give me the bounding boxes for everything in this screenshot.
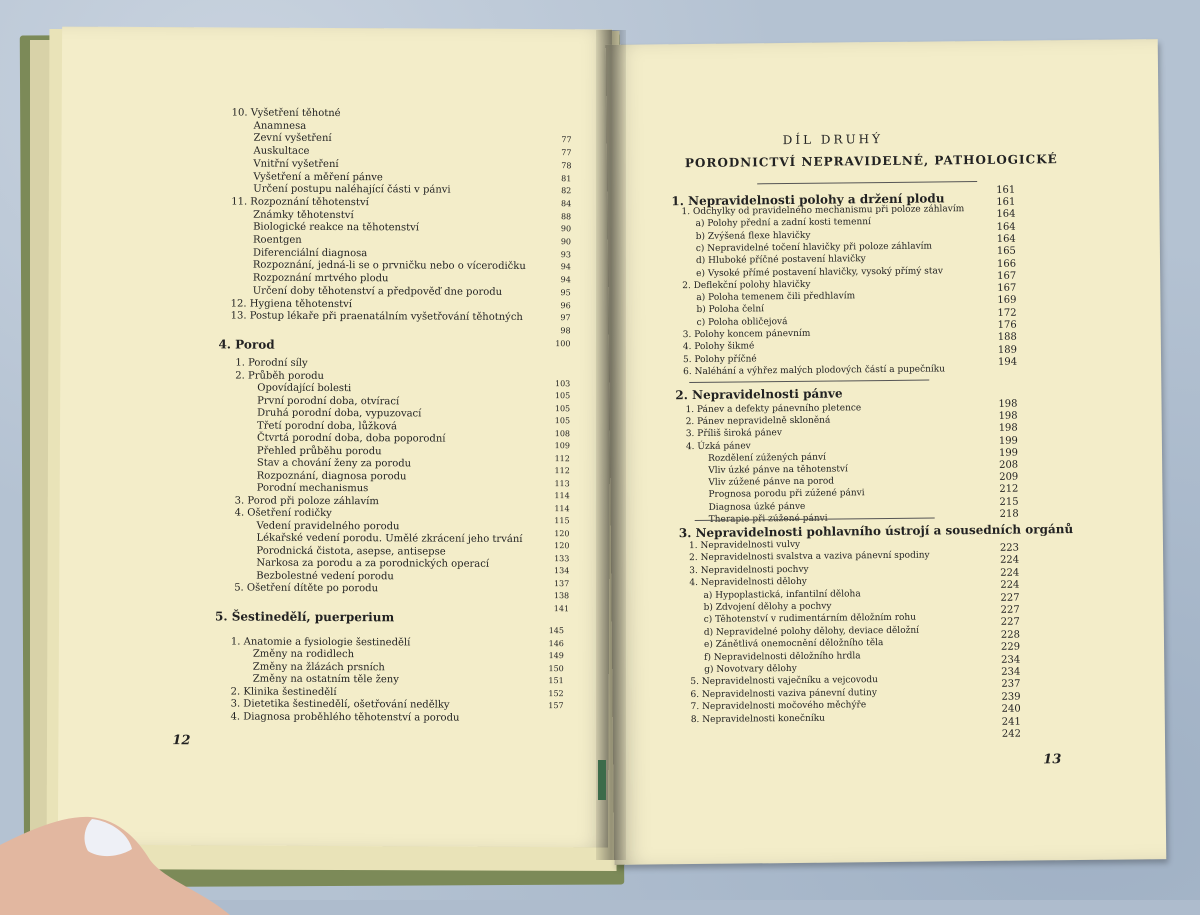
toc-page-number: 164 bbox=[996, 208, 1016, 221]
toc-entry: c) Těhotenství v rudimentárním děložním rohu bbox=[703, 613, 917, 626]
toc-entry: Diferenciální diagnosa bbox=[252, 247, 368, 259]
toc-entry: 1. Pánev a defekty pánevního pletence bbox=[685, 403, 862, 416]
toc-entry: f) Nepravidelnosti děložního hrdla bbox=[704, 650, 861, 663]
toc-entry: Rozpoznání mrtvého plodu bbox=[252, 272, 389, 285]
toc-entry: 5. Polohy příčné bbox=[682, 353, 757, 365]
toc-entry: Vyšetření a měření pánve bbox=[253, 171, 383, 183]
toc-page-number: 215 bbox=[999, 496, 1019, 508]
toc-entry: Diagnosa úzké pánve bbox=[708, 501, 806, 513]
toc-page-number: 224 bbox=[1000, 579, 1020, 591]
toc-entry: První porodní doba, otvírací bbox=[257, 395, 400, 407]
left-page bbox=[58, 27, 612, 848]
toc-entry: 3. Porod při poloze záhlavím bbox=[234, 494, 379, 507]
toc-page-number: 224 bbox=[1000, 567, 1020, 579]
toc-page-number: 161 bbox=[996, 196, 1016, 208]
toc-entry: a) Polohy přední a zadní kosti temenní bbox=[695, 217, 871, 230]
toc-entry: Prognosa porodu při zúžené pánvi bbox=[708, 488, 865, 501]
toc-page-number: 164 bbox=[996, 221, 1016, 233]
toc-page-number: 96 bbox=[560, 300, 571, 310]
toc-entry: Auskultace bbox=[253, 145, 310, 157]
toc-page-number: 208 bbox=[998, 459, 1019, 471]
toc-page-number: 112 bbox=[554, 453, 570, 463]
part-title: PORODNICTVÍ NEPRAVIDELNÉ, PATHOLOGICKÉ bbox=[684, 152, 1058, 171]
toc-page-number: 227 bbox=[1000, 592, 1020, 604]
toc-entry: 7. Nepravidelnosti močového měchýře bbox=[690, 700, 867, 713]
toc-page-number: 109 bbox=[554, 441, 570, 451]
toc-page-number: 234 bbox=[1001, 666, 1021, 678]
toc-entry: 3. Nepravidelnosti pochvy bbox=[689, 564, 809, 576]
toc-entry: 2. Pánev nepravidelně skloněná bbox=[685, 415, 831, 428]
toc-entry: c) Nepravidelné točení hlavičky při poloze záhlavím bbox=[695, 241, 933, 254]
toc-page-number: 78 bbox=[561, 160, 572, 171]
toc-entry: 4. Diagnosa proběhlého těhotenství a porodu bbox=[230, 710, 460, 724]
thumb bbox=[0, 805, 240, 915]
right-page bbox=[606, 39, 1167, 865]
toc-entry: 6. Naléhání a výhřez malých plodových částí a pupečníku bbox=[683, 364, 946, 378]
toc-entry: 4. Polohy šikmé bbox=[682, 341, 755, 353]
toc-page-number: 234 bbox=[1001, 654, 1021, 666]
toc-entry: 2. Průběh porodu bbox=[235, 369, 325, 382]
toc-page-number: 150 bbox=[548, 663, 564, 673]
toc-entry: Třetí porodní doba, lůžková bbox=[257, 420, 398, 432]
toc-page-number: 113 bbox=[554, 478, 570, 488]
toc-page-number: 157 bbox=[548, 701, 564, 711]
toc-page-number: 189 bbox=[997, 344, 1017, 356]
toc-page-number: 100 bbox=[555, 338, 571, 348]
toc-entry: 4. Ošetření rodičky bbox=[234, 507, 332, 519]
toc-page-number: 227 bbox=[1000, 604, 1020, 616]
toc-page-number: 176 bbox=[997, 319, 1017, 331]
toc-entry: Určení postupu naléhající části v pánvi bbox=[253, 183, 451, 196]
toc-entry: b) Zvýšená flexe hlavičky bbox=[695, 230, 811, 242]
toc-entry: Bezbolestné vedení porodu bbox=[256, 570, 394, 582]
toc-entry: a) Hypoplastická, infantilní děloha bbox=[703, 588, 861, 601]
toc-page-number: 209 bbox=[999, 471, 1019, 484]
section-heading: 4. Porod bbox=[218, 337, 275, 352]
toc-entry: Vedení pravidelného porodu bbox=[256, 520, 400, 532]
toc-entry: b) Poloha čelní bbox=[696, 304, 765, 316]
toc-entry: 1. Nepravidelnosti vulvy bbox=[688, 539, 801, 552]
toc-entry: 13. Postup lékaře při praenatálním vyšetřování těhotných bbox=[230, 310, 523, 324]
toc-page-number: 115 bbox=[554, 516, 570, 526]
toc-entry: Opovídající bolesti bbox=[257, 382, 352, 395]
toc-page-number: 108 bbox=[554, 428, 571, 438]
toc-page-number: 84 bbox=[561, 199, 572, 209]
toc-page-number: 218 bbox=[999, 508, 1019, 520]
toc-page-number: 188 bbox=[997, 331, 1017, 344]
toc-entry: Změny na ostatním těle ženy bbox=[252, 673, 399, 686]
toc-entry: 11. Rozpoznání těhotenství bbox=[231, 196, 369, 209]
toc-page-number: 151 bbox=[548, 676, 564, 686]
toc-page-number: 94 bbox=[560, 262, 571, 272]
toc-entry: d) Hluboké příčné postavení hlavičky bbox=[695, 254, 866, 267]
toc-entry: 1. Odchylky od pravidelného mechanismu při poloze záhlavím bbox=[681, 204, 965, 218]
toc-page-number: 224 bbox=[999, 555, 1020, 567]
toc-entry: Druhá porodní doba, vypuzovací bbox=[257, 407, 422, 420]
toc-entry: 4. Úzká pánev bbox=[685, 441, 751, 452]
toc-page-number: 114 bbox=[554, 491, 570, 501]
toc-page-number: 165 bbox=[996, 245, 1016, 258]
toc-entry: Biologické reakce na těhotenství bbox=[253, 221, 420, 234]
toc-page-number: 241 bbox=[1001, 716, 1021, 728]
toc-page-number: 114 bbox=[554, 503, 570, 513]
toc-page-number: 137 bbox=[553, 578, 570, 588]
toc-page-number: 88 bbox=[560, 211, 572, 221]
toc-page-number: 172 bbox=[997, 307, 1017, 319]
page-number: 13 bbox=[1043, 752, 1062, 768]
toc-page-number: 141 bbox=[553, 603, 570, 613]
toc-page-number: 149 bbox=[548, 651, 564, 661]
toc-page-number: 240 bbox=[1001, 703, 1021, 715]
toc-entry: 1. Porodní síly bbox=[235, 357, 308, 369]
section-heading: 1. Nepravidelnosti polohy a držení plodu bbox=[671, 191, 945, 209]
toc-page-number: 120 bbox=[554, 541, 570, 551]
toc-page-number: 227 bbox=[1000, 616, 1020, 629]
toc-page-number: 198 bbox=[998, 398, 1018, 410]
toc-entry: 2. Deflekční polohy hlavičky bbox=[682, 279, 811, 291]
toc-entry: 3. Příliš široká pánev bbox=[685, 428, 783, 440]
toc-page-number: 77 bbox=[561, 148, 572, 158]
toc-page-number: 95 bbox=[560, 287, 571, 298]
toc-page-number: 228 bbox=[1000, 629, 1020, 641]
toc-page-number: 103 bbox=[554, 378, 571, 388]
toc-entry: 2. Nepravidelnosti svalstva a vaziva pánevní spodiny bbox=[689, 550, 930, 564]
toc-page-number: 138 bbox=[553, 591, 570, 601]
toc-page-number: 239 bbox=[1001, 691, 1021, 703]
toc-entry: Stav a chování ženy za porodu bbox=[256, 457, 412, 470]
section-heading: 3. Nepravidelnosti pohlavního ústrojí a sousedních orgánů bbox=[678, 522, 1074, 541]
toc-page-number: 198 bbox=[998, 410, 1018, 423]
toc-page-number: 81 bbox=[561, 173, 572, 183]
toc-page-number: 145 bbox=[548, 626, 565, 636]
toc-page-number: 167 bbox=[997, 270, 1017, 282]
toc-page-number: 229 bbox=[1000, 641, 1021, 653]
toc-page-number: 105 bbox=[554, 416, 571, 426]
toc-entry: 5. Nepravidelnosti vaječníku a vejcovodu bbox=[690, 675, 878, 688]
book-gutter bbox=[596, 30, 626, 860]
toc-page-number: 77 bbox=[561, 135, 572, 145]
toc-entry: Čtvrtá porodní doba, doba poporodní bbox=[256, 432, 446, 445]
toc-page-number: 112 bbox=[554, 466, 570, 476]
toc-entry: 1. Anatomie a fysiologie šestinedělí bbox=[230, 635, 411, 648]
toc-entry: b) Zdvojení dělohy a pochvy bbox=[703, 601, 832, 613]
toc-page-number: 152 bbox=[548, 688, 564, 698]
toc-entry: g) Novotvary dělohy bbox=[704, 663, 797, 675]
toc-entry: 3. Polohy koncem pánevním bbox=[682, 328, 811, 341]
toc-entry: Přehled průběhu porodu bbox=[256, 445, 382, 457]
divider-line bbox=[757, 181, 977, 184]
bookmark-ribbon bbox=[598, 760, 606, 800]
toc-page-number: 120 bbox=[554, 528, 570, 538]
toc-page-number: 242 bbox=[1001, 728, 1022, 740]
toc-entry: e) Vysoké přímé postavení hlavičky, vysoký přímý stav bbox=[696, 265, 943, 279]
toc-entry: Lékařské vedení porodu. Umělé zkrácení jeho trvání bbox=[256, 532, 523, 545]
toc-page-number: 194 bbox=[997, 356, 1018, 368]
toc-page-number: 134 bbox=[553, 566, 570, 576]
toc-page-number: 97 bbox=[560, 313, 571, 323]
toc-entry: 4. Nepravidelnosti dělohy bbox=[689, 577, 807, 589]
toc-page-number: 82 bbox=[561, 186, 572, 196]
toc-page-number: 93 bbox=[560, 249, 571, 259]
toc-entry: 3. Dietetika šestinedělí, ošetřování nedělky bbox=[230, 698, 450, 711]
toc-page-number: 167 bbox=[997, 282, 1017, 294]
toc-page-number: 133 bbox=[554, 553, 570, 563]
toc-entry: 8. Nepravidelnosti konečníku bbox=[690, 713, 825, 725]
toc-page-number: 223 bbox=[999, 542, 1020, 554]
toc-page-number: 146 bbox=[548, 638, 564, 648]
toc-entry: Porodní mechanismus bbox=[256, 482, 369, 495]
toc-entry: Anamnesa bbox=[253, 120, 307, 132]
toc-entry: Rozpoznání, diagnosa porodu bbox=[256, 470, 407, 482]
divider-line bbox=[689, 380, 929, 384]
toc-entry: 5. Ošetření dítěte po porodu bbox=[234, 582, 379, 595]
toc-page-number: 164 bbox=[996, 233, 1016, 245]
toc-page-number: 94 bbox=[560, 275, 571, 285]
toc-entry: Porodnická čistota, asepse, antisepse bbox=[256, 545, 446, 558]
toc-entry: c) Poloha obličejová bbox=[696, 316, 788, 328]
toc-page-number: 198 bbox=[998, 423, 1018, 435]
section-heading: 2. Nepravidelnosti pánve bbox=[675, 386, 843, 403]
toc-entry: Roentgen bbox=[253, 234, 302, 246]
toc-page-number: 199 bbox=[998, 435, 1018, 447]
toc-entry: Rozdělení zúžených pánví bbox=[708, 452, 826, 464]
toc-page-number: 166 bbox=[996, 258, 1017, 270]
toc-page-number: 105 bbox=[554, 391, 571, 401]
toc-entry: 12. Hygiena těhotenství bbox=[230, 297, 353, 310]
toc-page-number: 90 bbox=[560, 224, 572, 234]
toc-page-number: 90 bbox=[560, 237, 572, 247]
toc-page-number: 212 bbox=[999, 484, 1019, 496]
toc-entry: Zevní vyšetření bbox=[253, 132, 332, 145]
toc-entry: Známky těhotenství bbox=[253, 209, 354, 221]
toc-entry: Narkosa za porodu a za porodnických operací bbox=[256, 557, 490, 570]
toc-page-number: 105 bbox=[554, 403, 571, 413]
toc-entry: Vliv úzké pánve na těhotenství bbox=[708, 464, 848, 476]
toc-entry: 2. Klinika šestinedělí bbox=[230, 685, 337, 698]
toc-entry: Vnitřní vyšetření bbox=[253, 158, 339, 170]
toc-entry: Rozpoznání, jedná-li se o prvničku nebo o vícerodičku bbox=[252, 259, 526, 273]
toc-page-number: 169 bbox=[997, 295, 1017, 307]
toc-entry: e) Zánětlivá onemocnění děložního těla bbox=[703, 638, 884, 651]
toc-entry: Změny na rodidlech bbox=[252, 648, 355, 661]
section-heading: 5. Šestinedělí, puerperium bbox=[215, 609, 395, 625]
toc-entry: 6. Nepravidelnosti vaziva pánevní dutiny bbox=[690, 687, 877, 700]
toc-entry: d) Nepravidelné polohy dělohy, deviace děložní bbox=[703, 625, 920, 638]
toc-page-number: 199 bbox=[998, 447, 1019, 459]
page-number: 12 bbox=[172, 733, 191, 749]
toc-page-number: 237 bbox=[1001, 678, 1021, 691]
toc-entry: 10. Vyšetření těhotné bbox=[231, 107, 341, 120]
toc-page-number: 161 bbox=[996, 184, 1016, 196]
toc-page-number: 98 bbox=[560, 326, 571, 336]
toc-entry: a) Poloha temenem čili předhlavím bbox=[696, 291, 856, 304]
toc-entry: Určení doby těhotenství a předpověď dne porodu bbox=[252, 285, 503, 298]
toc-entry: Vliv zúžené pánve na porod bbox=[708, 476, 835, 489]
part-label: DÍL DRUHÝ bbox=[782, 132, 884, 148]
fingernail bbox=[85, 819, 132, 856]
toc-entry: Změny na žlázách prsních bbox=[252, 661, 385, 673]
